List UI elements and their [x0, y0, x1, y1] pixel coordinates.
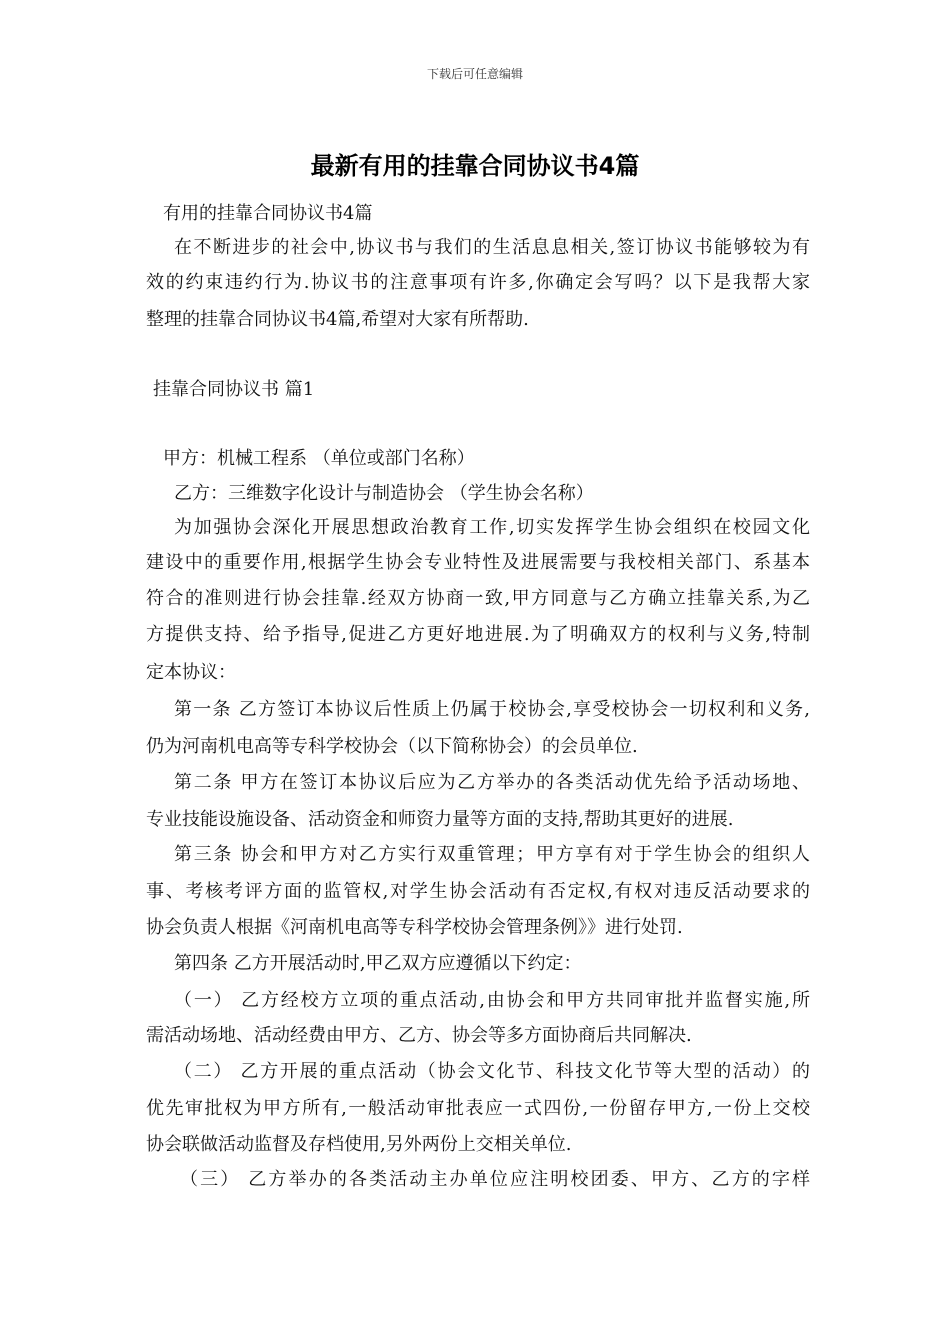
document-title: 最新有用的挂靠合同协议书4篇 — [310, 152, 640, 180]
paragraph-line: 为加强协会深化开展思想政治教育工作,切实发挥学生协会组织在校园文化 — [174, 517, 810, 538]
article-1-line: 仍为河南机电高等专科学校协会（以下简称协会）的会员单位. — [146, 736, 638, 757]
section-heading: 挂靠合同协议书 篇1 — [153, 379, 315, 400]
article-2-line: 第二条 甲方在签订本协议后应为乙方举办的各类活动优先给予活动场地、 — [174, 772, 810, 793]
clause-2-line: 优先审批权为甲方所有,一般活动审批表应一式四份,一份留存甲方,一份上交校 — [146, 1098, 810, 1119]
header-note: 下载后可任意编辑 — [426, 67, 523, 81]
paragraph-line: 方提供支持、给予指导,促进乙方更好地进展.为了明确双方的权利与义务,特制 — [146, 624, 810, 645]
paragraph-line: 效的约束违约行为.协议书的注意事项有许多,你确定会写吗？以下是我帮大家 — [146, 272, 810, 293]
party-b-line: 乙方：三维数字化设计与制造协会 （学生协会名称） — [174, 483, 594, 504]
clause-2-line: 协会联做活动监督及存档使用,另外两份上交相关单位. — [146, 1134, 572, 1155]
article-3-line: 事、考核考评方面的监管权,对学生协会活动有否定权,有权对违反活动要求的 — [146, 881, 810, 902]
clause-1-line: （一） 乙方经校方立项的重点活动,由协会和甲方共同审批并监督实施,所 — [174, 990, 810, 1011]
paragraph-line: 建设中的重要作用,根据学生协会专业特性及进展需要与我校相关部门、系基本 — [146, 552, 810, 573]
paragraph-line: 在不断进步的社会中,协议书与我们的生活息息相关,签订协议书能够较为有 — [174, 237, 810, 258]
subtitle-line: 有用的挂靠合同协议书4篇 — [163, 203, 373, 224]
clause-3-line: （三） 乙方举办的各类活动主办单位应注明校团委、甲方、乙方的字样 — [180, 1169, 810, 1190]
article-3-line: 协会负责人根据《河南机电高等专科学校协会管理条例》》进行处罚. — [146, 917, 683, 938]
article-4-line: 第四条 乙方开展活动时,甲乙双方应遵循以下约定： — [174, 953, 582, 974]
paragraph-line: 符合的准则进行协会挂靠.经双方协商一致,甲方同意与乙方确立挂靠关系,为乙 — [146, 588, 810, 609]
clause-1-line: 需活动场地、活动经费由甲方、乙方、协会等多方面协商后共同解决. — [146, 1025, 692, 1046]
article-2-line: 专业技能设施设备、活动资金和师资力量等方面的支持,帮助其更好的进展. — [146, 809, 734, 830]
paragraph-line: 定本协议： — [146, 662, 236, 683]
article-3-line: 第三条 协会和甲方对乙方实行双重管理；甲方享有对于学生协会的组织人 — [174, 844, 810, 865]
article-1-line: 第一条 乙方签订本协议后性质上仍属于校协会,享受校协会一切权利和义务, — [174, 699, 810, 720]
clause-2-line: （二） 乙方开展的重点活动（协会文化节、科技文化节等大型的活动）的 — [174, 1061, 810, 1082]
party-a-line: 甲方：机械工程系 （单位或部门名称） — [163, 448, 475, 469]
paragraph-line: 整理的挂靠合同协议书4篇,希望对大家有所帮助. — [146, 309, 529, 330]
